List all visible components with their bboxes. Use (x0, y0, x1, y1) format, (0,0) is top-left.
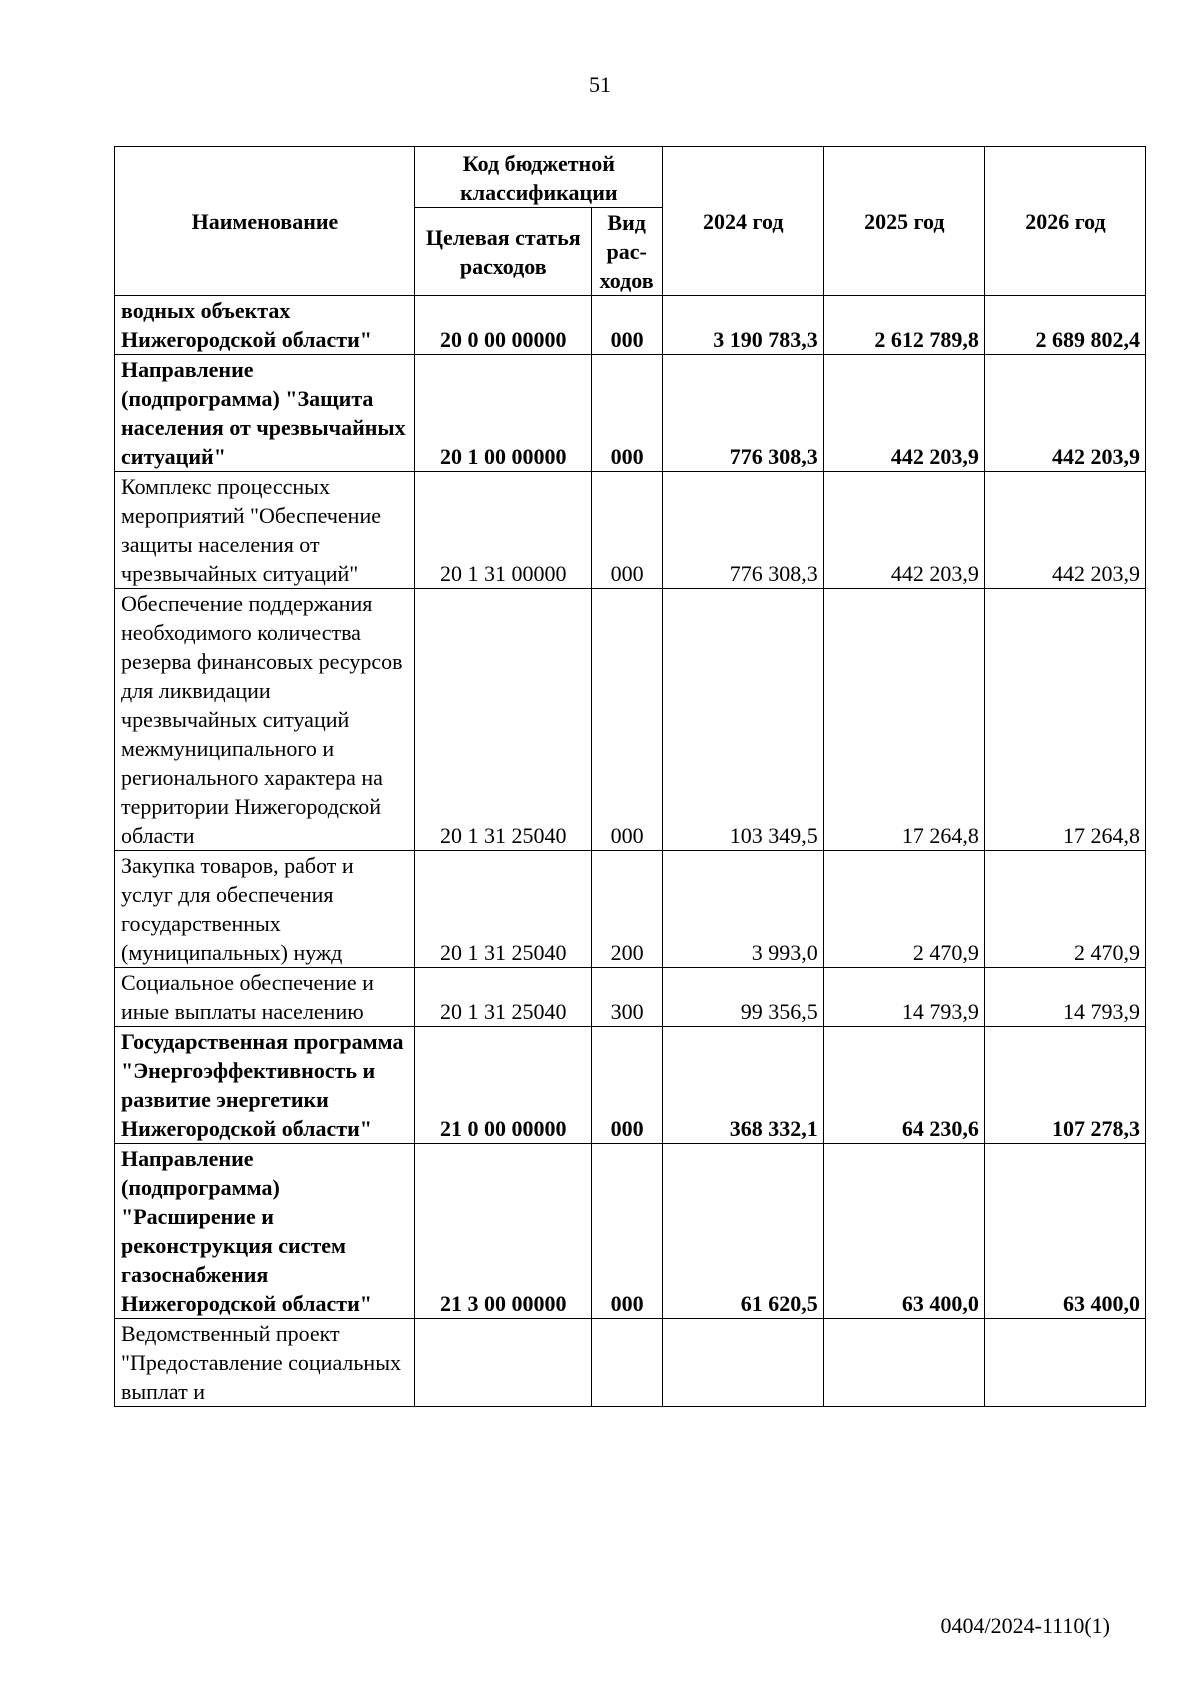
cell-target-item: 20 1 31 25040 (414, 968, 591, 1027)
cell-2025: 442 203,9 (823, 355, 984, 472)
cell-2024: 776 308,3 (662, 355, 823, 472)
header-year-2024: 2024 год (662, 147, 823, 296)
cell-target-item: 20 1 31 25040 (414, 589, 591, 851)
cell-2024: 3 993,0 (662, 851, 823, 968)
cell-expense-kind: 000 (591, 1144, 662, 1319)
cell-target-item (414, 1319, 591, 1407)
cell-2024 (662, 1319, 823, 1407)
cell-2025: 2 612 789,8 (823, 296, 984, 355)
cell-2024: 103 349,5 (662, 589, 823, 851)
cell-2025: 14 793,9 (823, 968, 984, 1027)
cell-expense-kind: 000 (591, 355, 662, 472)
header-target-item: Целевая статья расходов (414, 208, 591, 296)
cell-2024: 3 190 783,3 (662, 296, 823, 355)
cell-2026: 63 400,0 (984, 1144, 1145, 1319)
cell-2026: 442 203,9 (984, 472, 1145, 589)
cell-expense-kind: 000 (591, 472, 662, 589)
cell-2024: 61 620,5 (662, 1144, 823, 1319)
table-row (115, 968, 1146, 1027)
cell-name: Направление (подпрограмма) "Расширение и реконструкция систем газоснабжения Нижегородской области" (115, 1144, 415, 1319)
cell-name: Ведомственный проект "Предоставление социальных выплат и (115, 1319, 415, 1407)
cell-2026: 14 793,9 (984, 968, 1145, 1027)
cell-name: Обеспечение поддержания необходимого количества резерва финансовых ресурсов для ликвидации чрезвычайных ситуаций межмуниципального и регионального характера на территории Нижегородской области (115, 589, 415, 851)
document-code: 0404/2024-1110(1) (940, 1613, 1110, 1638)
cell-target-item: 20 0 00 00000 (414, 296, 591, 355)
cell-2026: 2 689 802,4 (984, 296, 1145, 355)
cell-2025: 17 264,8 (823, 589, 984, 851)
cell-2025: 442 203,9 (823, 472, 984, 589)
cell-expense-kind: 000 (591, 589, 662, 851)
cell-2024: 368 332,1 (662, 1027, 823, 1144)
table-row (115, 1144, 1146, 1319)
cell-name: Комплекс процессных мероприятий "Обеспечение защиты населения от чрезвычайных ситуаций" (115, 472, 415, 589)
table-row (115, 472, 1146, 589)
table-row (115, 1319, 1146, 1407)
header-year-2026: 2026 год (984, 147, 1145, 296)
cell-expense-kind: 000 (591, 1027, 662, 1144)
cell-2024: 776 308,3 (662, 472, 823, 589)
table-row (115, 851, 1146, 968)
header-name: Наименование (115, 147, 415, 296)
table-row (115, 355, 1146, 472)
table-header (115, 147, 1146, 296)
cell-target-item: 21 3 00 00000 (414, 1144, 591, 1319)
cell-expense-kind (591, 1319, 662, 1407)
cell-2024: 99 356,5 (662, 968, 823, 1027)
cell-2025: 2 470,9 (823, 851, 984, 968)
cell-expense-kind: 300 (591, 968, 662, 1027)
cell-target-item: 21 0 00 00000 (414, 1027, 591, 1144)
table-row (115, 589, 1146, 851)
cell-2026: 2 470,9 (984, 851, 1145, 968)
cell-2025: 64 230,6 (823, 1027, 984, 1144)
cell-name: Социальное обеспечение и иные выплаты населению (115, 968, 415, 1027)
cell-name: Закупка товаров, работ и услуг для обеспечения государственных (муниципальных) нужд (115, 851, 415, 968)
header-year-2025: 2025 год (823, 147, 984, 296)
cell-2026: 17 264,8 (984, 589, 1145, 851)
table-row (115, 1027, 1146, 1144)
cell-target-item: 20 1 31 00000 (414, 472, 591, 589)
cell-2026: 442 203,9 (984, 355, 1145, 472)
table-row (115, 296, 1146, 355)
cell-target-item: 20 1 00 00000 (414, 355, 591, 472)
page-number: 51 (589, 72, 611, 97)
cell-name: Государственная программа "Энергоэффективность и развитие энергетики Нижегородской области" (115, 1027, 415, 1144)
cell-expense-kind: 200 (591, 851, 662, 968)
cell-2025: 63 400,0 (823, 1144, 984, 1319)
cell-2026 (984, 1319, 1145, 1407)
header-expense-kind: Вид рас-ходов (591, 208, 662, 296)
cell-name: Направление (подпрограмма) "Защита населения от чрезвычайных ситуаций" (115, 355, 415, 472)
cell-2025 (823, 1319, 984, 1407)
cell-expense-kind: 000 (591, 296, 662, 355)
cell-name: водных объектах Нижегородской области" (115, 296, 415, 355)
budget-table (114, 146, 1146, 1407)
table-body (115, 296, 1146, 1407)
cell-2026: 107 278,3 (984, 1027, 1145, 1144)
header-code-group: Код бюджетной классификации (414, 147, 662, 208)
cell-target-item: 20 1 31 25040 (414, 851, 591, 968)
